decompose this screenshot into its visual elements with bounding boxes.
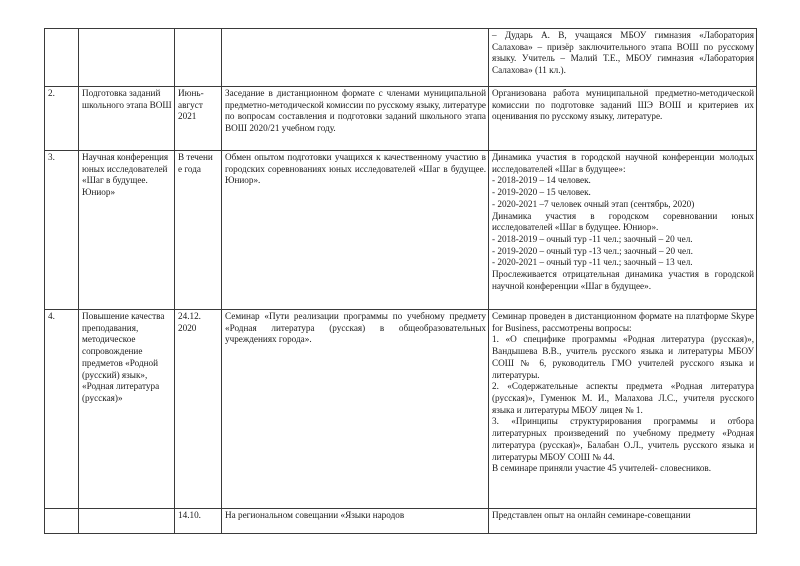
cell-number: 4. — [45, 310, 79, 509]
cell-date: 14.10. — [175, 509, 222, 534]
cell-date: Июнь-август 2021 — [175, 87, 222, 151]
activity-report-table — [44, 28, 757, 534]
result-line: В семинаре приняли участие 45 учителей- словесников. — [492, 463, 712, 474]
table-row — [45, 310, 757, 509]
table-row — [45, 151, 757, 310]
cell-date — [175, 29, 222, 87]
cell-result: Организована работа муниципальной предметно-методической комиссии по подготовке заданий ШЭ ВОШ и критериев их оценивания по русскому языку, литературе. — [489, 87, 757, 151]
cell-direction — [79, 509, 175, 534]
cell-direction: Повышение качества преподавания, методическое сопровождение предметов «Родной (русский) язык», «Родная литература (русская)» — [79, 310, 175, 509]
cell-date: В течени е года — [175, 151, 222, 310]
cell-number — [45, 29, 79, 87]
cell-activity: Обмен опытом подготовки учащихся к качественному участию в городских соревнованиях юных исследователей «Шаг в будущее. Юниор». — [222, 151, 489, 310]
result-line: Динамика участия в городской научной конференции молодых исследователей «Шаг в будущее»: — [492, 152, 754, 174]
result-line: Семинар проведен в дистанционном формате на платформе Skype for Business, рассмотрены вопросы: — [492, 311, 754, 333]
result-line: Прослеживается отрицательная динамика участия в городской научной конференции «Шаг в будущее». — [492, 269, 754, 291]
result-line: - 2018-2019 – 14 человек. — [492, 175, 591, 186]
table-row — [45, 87, 757, 151]
cell-activity: Заседание в дистанционном формате с членами муниципальной предметно-методической комиссии по русскому языку, литературе по вопросам составления и подготовки заданий школьного этапа ВОШ 2020/21 учебном году. — [222, 87, 489, 151]
result-line: - 2018-2019 – очный тур -11 чел.; заочный – 20 чел. — [492, 234, 693, 245]
cell-result — [489, 151, 757, 310]
cell-number — [45, 509, 79, 534]
cell-result — [489, 310, 757, 509]
cell-date: 24.12. 2020 — [175, 310, 222, 509]
result-line: - 2019-2020 – 15 человек. — [492, 187, 591, 198]
cell-activity: На региональном совещании «Языки народов — [222, 509, 489, 534]
cell-direction: Подготовка заданий школьного этапа ВОШ — [79, 87, 175, 151]
result-line: Динамика участия в городском соревновании юных исследователей «Шаг в будущее. Юниор». — [492, 210, 754, 233]
cell-result: Представлен опыт на онлайн семинаре-совещании — [489, 509, 757, 534]
cell-activity — [222, 29, 489, 87]
result-line: 2. «Содержательные аспекты предмета «Родная литература (русская)», Гуменюк М. И., Малахова Л.С., учителя русского языка и литературы МБОУ лицея № 1. — [492, 381, 754, 415]
cell-result: – Дударь А. В, учащаяся МБОУ гимназия «Лаборатория Салахова» – призёр заключительного этапа ВОШ по русскому языку. Учитель – Малий Т.Е., МБОУ гимназия «Лаборатория Салахова» (11 кл.). — [489, 29, 757, 87]
cell-activity: Семинар «Пути реализации программы по учебному предмету «Родная литература (русская) в общеобразовательных учреждениях города». — [222, 310, 489, 509]
cell-number: 2. — [45, 87, 79, 151]
result-line: - 2020-2021 –7 человек очный этап (сентябрь, 2020) — [492, 198, 695, 209]
result-line: - 2019-2020 – очный тур -13 чел.; заочный – 20 чел. — [492, 245, 693, 256]
result-line: - 2020-2021 – очный тур -11 чел.; заочный – 13 чел. — [492, 257, 693, 268]
result-line: 1. «О специфике программы «Родная литература (русская)», Вандышева В.В., учитель русского языка и литературы МБОУ СОШ № 6, руководитель ГМО учителей русского языка и литературы. — [492, 334, 754, 380]
cell-direction — [79, 29, 175, 87]
cell-number: 3. — [45, 151, 79, 310]
result-line: 3. «Принципы структурирования программы и отбора литературных произведений по учебному предмету «Родная литература (русская)», Балабан О.Л., учитель русского языка и литературы МБОУ СОШ № 44. — [492, 416, 754, 462]
cell-direction: Научная конференция юных исследователей «Шаг в будущее. Юниор» — [79, 151, 175, 310]
table-row — [45, 509, 757, 534]
table-row — [45, 29, 757, 87]
